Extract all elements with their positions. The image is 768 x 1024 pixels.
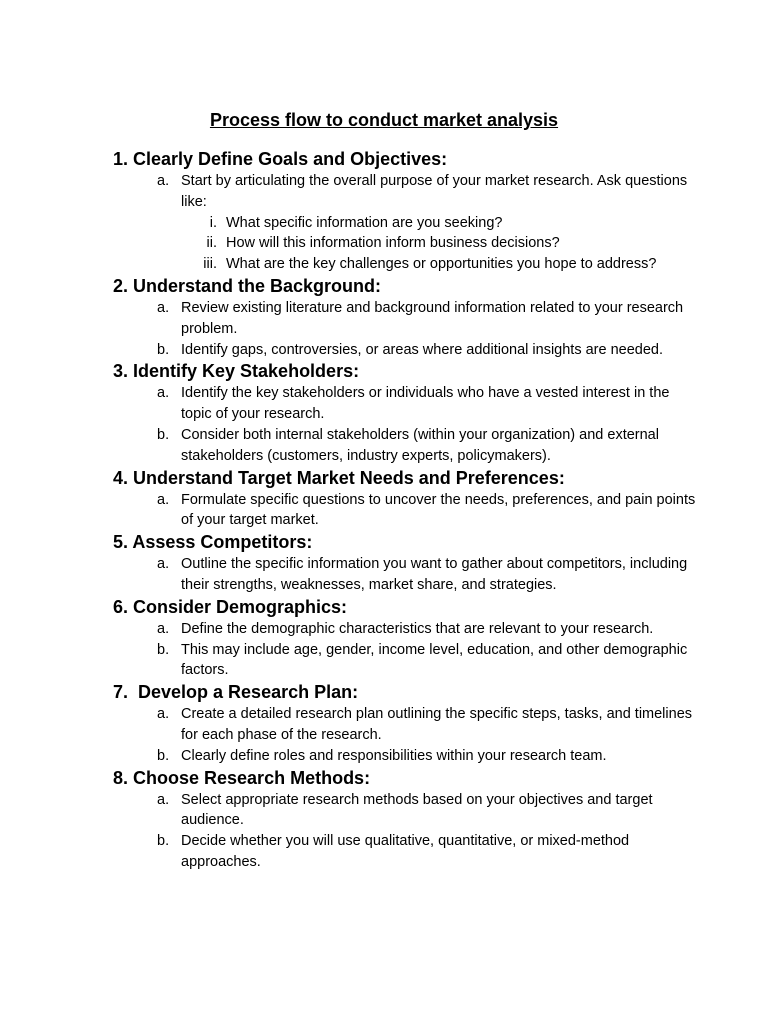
section-heading: 6. Consider Demographics:	[113, 596, 348, 617]
section-heading: 4. Understand Target Market Needs and Preferences:	[113, 467, 565, 488]
list-item-text: Create a detailed research plan outlining the specific steps, tasks, and timelines for each phase of the research.	[181, 706, 693, 743]
list-item	[113, 490, 703, 532]
sub-list-item-marker: ii.	[206, 235, 217, 252]
sub-list-item-marker: i.	[209, 214, 217, 231]
sub-list-item	[113, 233, 703, 254]
sub-list-item-marker: iii.	[203, 256, 217, 273]
section-6	[113, 596, 703, 681]
list-item	[113, 340, 703, 361]
section-heading: 3. Identify Key Stakeholders:	[113, 361, 360, 382]
list-item-marker: b.	[157, 641, 170, 658]
sub-list-item-text: How will this information inform business decisions?	[226, 235, 560, 252]
section-heading: 1. Clearly Define Goals and Objectives:	[113, 149, 448, 169]
list-item-text: Consider both internal stakeholders (within your organization) and external stakeholders (customers, industry experts, policymakers).	[181, 426, 659, 464]
list-item-text: Outline the specific information you want to gather about competitors, including their strengths, weaknesses, market share, and strategies.	[181, 556, 688, 593]
list-item	[113, 790, 703, 832]
list-item-marker: a.	[157, 385, 170, 402]
list-item-text: Identify gaps, controversies, or areas where additional insights are needed.	[181, 341, 664, 358]
sections-list	[113, 148, 703, 873]
section-8	[113, 767, 703, 873]
list-item-marker: b.	[157, 747, 170, 764]
sub-list-item-text: What specific information are you seeking?	[226, 214, 503, 231]
list-item	[113, 554, 703, 596]
section-3	[113, 360, 703, 466]
list-item-marker: a.	[157, 299, 170, 316]
section-heading: 7. Develop a Research Plan:	[113, 682, 359, 703]
list-item	[113, 831, 703, 873]
list-item	[113, 383, 703, 425]
list-item-marker: a.	[157, 791, 170, 808]
section-2	[113, 275, 703, 360]
document-title: Process flow to conduct market analysis	[209, 110, 559, 130]
section-heading: 2. Understand the Background:	[113, 275, 382, 296]
list-item-marker: a.	[157, 491, 170, 508]
sub-list-item-text: What are the key challenges or opportunities you hope to address?	[226, 256, 657, 273]
sub-list-item	[113, 254, 703, 275]
list-item-text: Review existing literature and background information related to your research problem.	[181, 299, 684, 337]
list-item-text: This may include age, gender, income level, education, and other demographic factors.	[181, 641, 688, 679]
list-item-marker: a.	[157, 620, 170, 637]
list-item-marker: b.	[157, 341, 170, 358]
list-item	[113, 704, 703, 746]
list-item-text: Decide whether you will use qualitative, quantitative, or mixed-method approaches.	[181, 833, 630, 870]
list-item-text: Clearly define roles and responsibilities within your research team.	[181, 747, 607, 764]
section-5	[113, 531, 703, 596]
list-item-text: Formulate specific questions to uncover the needs, preferences, and pain points of your target market.	[181, 491, 696, 529]
list-item-text: Start by articulating the overall purpose of your market research. Ask questions like:	[181, 173, 688, 210]
section-heading: 8. Choose Research Methods:	[113, 767, 371, 788]
list-item-text: Define the demographic characteristics that are relevant to your research.	[181, 620, 654, 637]
list-item-marker: a.	[157, 173, 170, 189]
list-item-text: Identify the key stakeholders or individuals who have a vested interest in the topic of your research.	[181, 385, 670, 423]
list-item	[113, 298, 703, 340]
list-item-marker: b.	[157, 426, 170, 443]
list-item	[113, 171, 703, 213]
section-4	[113, 467, 703, 532]
section-heading: 5. Assess Competitors:	[113, 532, 313, 553]
section-7	[113, 681, 703, 766]
list-item-text: Select appropriate research methods based on your objectives and target audience.	[181, 791, 653, 829]
section-1	[113, 148, 703, 275]
list-item-marker: a.	[157, 556, 170, 573]
list-item	[113, 746, 703, 767]
list-item-marker: b.	[157, 833, 170, 850]
list-item	[113, 425, 703, 467]
list-item-marker: a.	[157, 706, 170, 723]
list-item	[113, 619, 703, 640]
list-item	[113, 640, 703, 682]
sub-list-item	[113, 213, 703, 234]
